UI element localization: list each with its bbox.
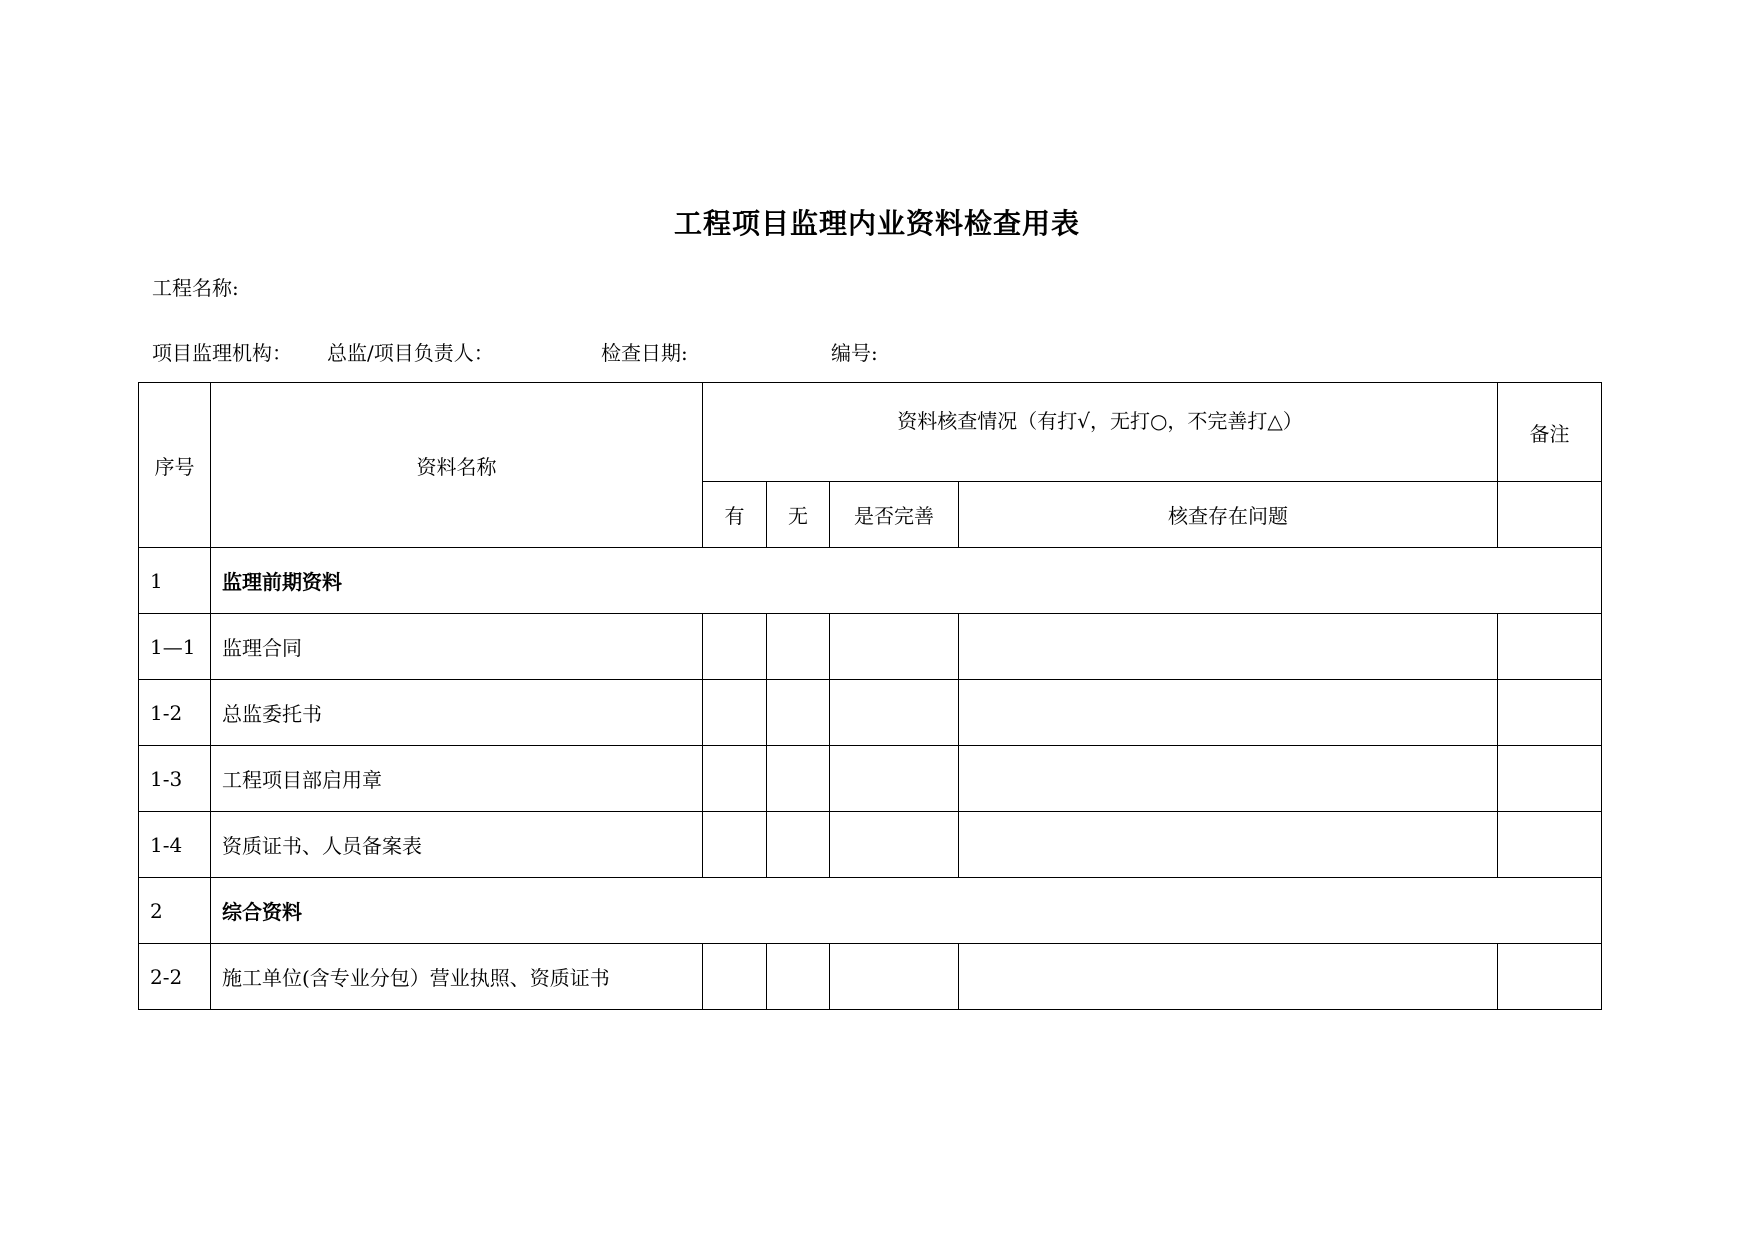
supervision-org-label: 项目监理机构： — [152, 341, 292, 365]
row-seq: 2-2 — [139, 944, 211, 1010]
issues-cell[interactable] — [959, 746, 1498, 812]
table-row — [139, 944, 1602, 1010]
remark-cell[interactable] — [1498, 944, 1602, 1010]
header-complete: 是否完善 — [830, 482, 959, 548]
inspection-table — [138, 382, 1602, 1010]
issues-cell[interactable] — [959, 614, 1498, 680]
header-none: 无 — [767, 482, 830, 548]
none-cell[interactable] — [767, 680, 830, 746]
none-cell[interactable] — [767, 614, 830, 680]
header-have: 有 — [703, 482, 767, 548]
section-row — [139, 548, 1602, 614]
header-name: 资料名称 — [211, 383, 703, 548]
remark-cell[interactable] — [1498, 614, 1602, 680]
table-row — [139, 812, 1602, 878]
section-seq: 1 — [139, 548, 211, 614]
have-cell[interactable] — [703, 944, 767, 1010]
row-document-name: 监理合同 — [211, 614, 703, 680]
issues-cell[interactable] — [959, 680, 1498, 746]
issues-cell[interactable] — [959, 812, 1498, 878]
row-document-name: 总监委托书 — [211, 680, 703, 746]
section-row — [139, 878, 1602, 944]
row-seq: 1-4 — [139, 812, 211, 878]
issues-cell[interactable] — [959, 944, 1498, 1010]
row-document-name: 工程项目部启用章 — [211, 746, 703, 812]
have-cell[interactable] — [703, 614, 767, 680]
number-label: 编号: — [831, 341, 878, 365]
section-title: 监理前期资料 — [211, 548, 1602, 614]
complete-cell[interactable] — [830, 614, 959, 680]
header-seq: 序号 — [139, 383, 211, 548]
header-issues: 核查存在问题 — [959, 482, 1498, 548]
have-cell[interactable] — [703, 812, 767, 878]
none-cell[interactable] — [767, 944, 830, 1010]
document-title: 工程项目监理内业资料检查用表 — [673, 207, 1080, 240]
remark-cell[interactable] — [1498, 812, 1602, 878]
chief-label: 总监/项目负责人： — [327, 341, 494, 365]
none-cell[interactable] — [767, 812, 830, 878]
remark-cell[interactable] — [1498, 680, 1602, 746]
remark-cell[interactable] — [1498, 746, 1602, 812]
row-seq: 1-2 — [139, 680, 211, 746]
row-seq: 1—1 — [139, 614, 211, 680]
header-check-group: 资料核查情况（有打√，无打○，不完善打△） — [703, 383, 1498, 482]
check-date-label: 检查日期: — [601, 341, 688, 365]
row-document-name: 施工单位(含专业分包）营业执照、资质证书 — [211, 944, 703, 1010]
header-row-1 — [139, 383, 1602, 482]
header-remark: 备注 — [1498, 383, 1602, 482]
section-title: 综合资料 — [211, 878, 1602, 944]
header-remark-blank — [1498, 482, 1602, 548]
have-cell[interactable] — [703, 680, 767, 746]
have-cell[interactable] — [703, 746, 767, 812]
table-row — [139, 614, 1602, 680]
row-document-name: 资质证书、人员备案表 — [211, 812, 703, 878]
complete-cell[interactable] — [830, 680, 959, 746]
table-row — [139, 680, 1602, 746]
complete-cell[interactable] — [830, 812, 959, 878]
none-cell[interactable] — [767, 746, 830, 812]
complete-cell[interactable] — [830, 944, 959, 1010]
table-row — [139, 746, 1602, 812]
project-name-label: 工程名称: — [152, 276, 239, 300]
section-seq: 2 — [139, 878, 211, 944]
row-seq: 1-3 — [139, 746, 211, 812]
complete-cell[interactable] — [830, 746, 959, 812]
